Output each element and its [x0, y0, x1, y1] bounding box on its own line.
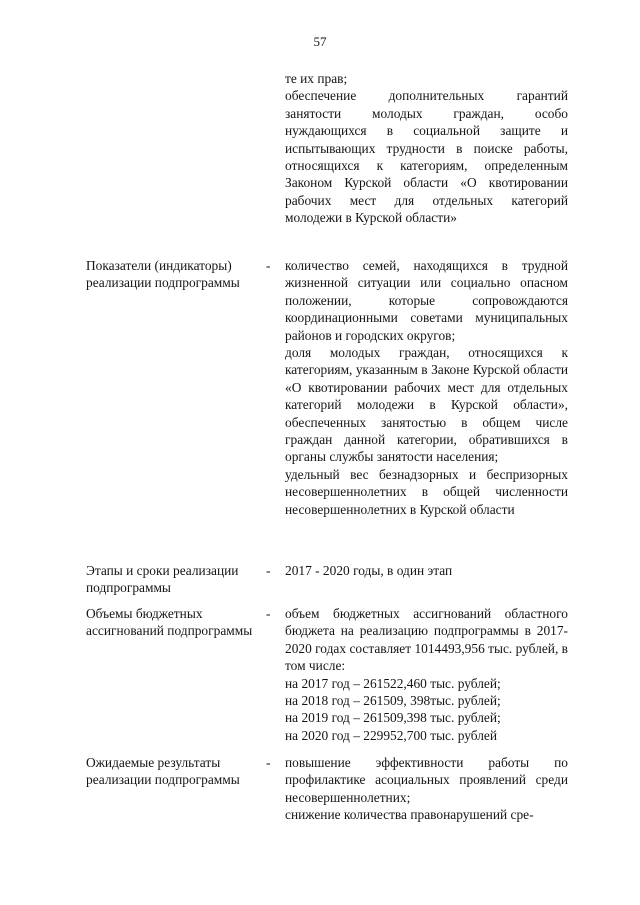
content-paragraph: объем бюджетных ассигнований областного бюджета на реализацию подпрограммы в 2017-2020 годах составляет 1014493,956 тыс. рублей, в том числе:: [285, 606, 568, 674]
content-paragraph: 2017 - 2020 годы, в один этап: [285, 563, 453, 578]
content-paragraph: те их прав;: [285, 71, 348, 86]
content-paragraph: на 2018 год – 261509, 398тыс. рублей;: [285, 693, 501, 709]
content-paragraph: удельный вес безнадзорных и беспризорных несовершеннолетних в общей численности несовершеннолетних в Курской области: [285, 466, 568, 517]
block-label: Этапы и сроки реализации подпрограммы: [86, 563, 239, 596]
block-label: Ожидаемые результаты реализации подпрограммы: [86, 755, 240, 788]
block-content: [285, 754, 568, 824]
content-paragraph: снижение количества правонарушений сре-: [285, 807, 534, 823]
block-label: Показатели (индикаторы) реализации подпрограммы: [86, 258, 240, 291]
content-paragraph: на 2020 год – 229952,700 тыс. рублей: [285, 727, 498, 743]
label-dash: -: [266, 563, 271, 578]
block-content: [285, 70, 568, 227]
content-paragraph: количество семей, находящихся в трудной жизненной ситуации или социально опасном положении, которые сопровождаются координационными советами муниципальных районов и городских округов;: [285, 258, 568, 343]
block-content: [285, 605, 568, 744]
content-paragraph: обеспечение дополнительных гарантий занятости молодых граждан, особо нуждающихся в социальной защите и испытывающих трудности в поиске работы, относящихся к категориям, определенным Законом Курской области «О квотировании рабочих мест для отдельных категорий молодежи в Курской области»: [285, 88, 568, 226]
block-label: Объемы бюджетных ассигнований подпрограммы: [86, 606, 253, 639]
content-paragraph: повышение эффективности работы по профилактике асоциальных проявлений среди несовершеннолетних;: [285, 755, 568, 805]
block-content: [285, 562, 568, 579]
label-dash: -: [266, 606, 271, 621]
page-number: 57: [313, 34, 327, 49]
label-dash: -: [266, 755, 271, 770]
content-paragraph: на 2019 год – 261509,398 тыс. рублей;: [285, 710, 501, 726]
block-content: [285, 257, 568, 518]
content-paragraph: на 2017 год – 261522,460 тыс. рублей;: [285, 675, 501, 691]
content-paragraph: доля молодых граждан, относящихся к категориям, указанным в Законе Курской области «О квотировании рабочих мест для отдельных категорий молодежи в Курской области», обеспеченных занятостью в общем числе граждан данной категории, обратившихся в органы службы занятости населения;: [285, 345, 568, 465]
label-dash: -: [266, 258, 271, 273]
